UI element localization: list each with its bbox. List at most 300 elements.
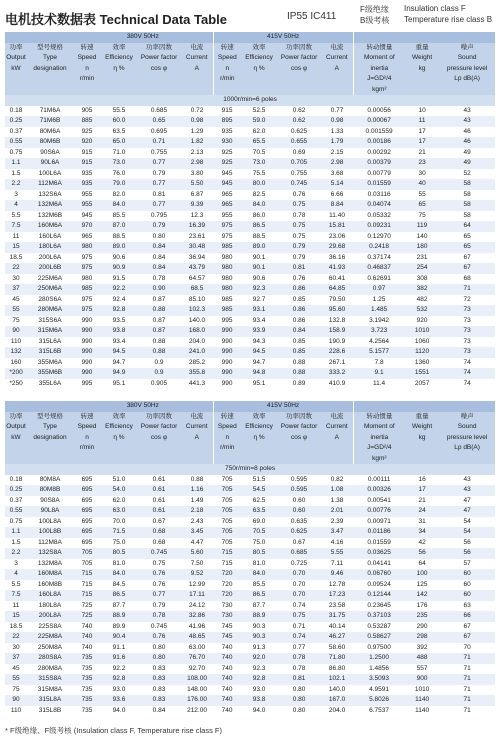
table-cell: *250 bbox=[5, 379, 27, 390]
table-cell: 49 bbox=[439, 158, 495, 169]
table-cell: 90L8A bbox=[27, 506, 73, 517]
column-header-line: 转速 bbox=[220, 43, 234, 51]
column-header-line: Efficiency bbox=[105, 54, 133, 61]
column-header-row bbox=[5, 412, 495, 465]
table-cell: 915 bbox=[73, 158, 101, 169]
table-cell: 740 bbox=[213, 653, 241, 664]
table-cell: 67 bbox=[439, 632, 495, 643]
table-cell: 148.00 bbox=[181, 685, 213, 696]
table-cell: 73 bbox=[439, 347, 495, 358]
table-cell: 0.625 bbox=[277, 527, 321, 538]
column-header-line: 功率因数 bbox=[146, 43, 172, 51]
table-cell: 0.61 bbox=[137, 496, 181, 507]
table-cell: 705 bbox=[73, 548, 101, 559]
table-cell: 71 bbox=[439, 653, 495, 664]
pole-label: 1000r/min=6 poles bbox=[5, 95, 495, 106]
table-cell: 90L6A bbox=[27, 158, 73, 169]
table-cell: 482 bbox=[405, 295, 439, 306]
table-cell: 67 bbox=[439, 622, 495, 633]
table-cell: 0.9 bbox=[137, 368, 181, 379]
table-cell: 1.49 bbox=[181, 496, 213, 507]
table-cell: 0.98 bbox=[321, 116, 353, 127]
table-cell: 0.81 bbox=[137, 190, 181, 201]
table-cell: 955 bbox=[73, 190, 101, 201]
pole-row bbox=[5, 95, 495, 106]
column-header-line: Output bbox=[6, 54, 26, 61]
table-cell: 0.71 bbox=[277, 622, 321, 633]
table-cell: 160 bbox=[5, 358, 27, 369]
column-header-line: 功率因数 bbox=[146, 412, 172, 420]
column-header-line: 型号规格 bbox=[37, 43, 63, 51]
table-cell: 355M6B bbox=[27, 368, 73, 379]
table-cell: 1140 bbox=[405, 695, 439, 706]
table-cell: 3 bbox=[5, 559, 27, 570]
table-cell: 86.80 bbox=[321, 664, 353, 675]
table-cell: 725 bbox=[73, 601, 101, 612]
table-cell: 1.38 bbox=[321, 496, 353, 507]
table-cell: 84.0 bbox=[101, 200, 137, 211]
table-cell: 94.8 bbox=[241, 368, 277, 379]
table-cell: 0.61 bbox=[137, 506, 181, 517]
table-cell: 0.04141 bbox=[353, 559, 405, 570]
table-cell: 3.68 bbox=[321, 169, 353, 180]
table-cell: 8.84 bbox=[321, 200, 353, 211]
table-cell: 30 bbox=[5, 274, 27, 285]
table-cell: 71M6B bbox=[27, 116, 73, 127]
column-header bbox=[213, 412, 241, 465]
table-cell: 56 bbox=[439, 538, 495, 549]
table-cell: 92.3 bbox=[241, 284, 277, 295]
title-bar bbox=[0, 0, 500, 32]
table-cell: 0.725 bbox=[277, 559, 321, 570]
table-cell: 71 bbox=[439, 685, 495, 696]
table-cell: 80M8B bbox=[27, 485, 73, 496]
table-cell: 1.2500 bbox=[353, 653, 405, 664]
table-cell: 4 bbox=[5, 569, 27, 580]
table-cell: 980 bbox=[213, 274, 241, 285]
column-header-line: 转速 bbox=[80, 412, 94, 420]
table-row bbox=[5, 569, 495, 580]
voltage-left-label: 380V 50Hz bbox=[73, 401, 213, 412]
table-cell: 75 bbox=[5, 316, 27, 327]
table-cell: 7.50 bbox=[181, 559, 213, 570]
table-row bbox=[5, 347, 495, 358]
column-header-line: Efficiency bbox=[105, 423, 133, 430]
table-cell: 80.5 bbox=[101, 548, 137, 559]
column-header-line: inertia bbox=[370, 433, 389, 441]
column-header-line: kW bbox=[11, 64, 21, 72]
table-cell: 86.0 bbox=[241, 211, 277, 222]
column-header-line: designation bbox=[33, 64, 67, 72]
table-cell: 715 bbox=[73, 580, 101, 591]
table-cell: 0.88 bbox=[137, 347, 181, 358]
table-cell: 0.67 bbox=[137, 517, 181, 528]
table-cell: 298 bbox=[405, 632, 439, 643]
table-cell: 730 bbox=[213, 601, 241, 612]
voltage-spacer bbox=[353, 401, 495, 412]
column-header-line: n bbox=[225, 433, 230, 441]
table-cell: 0.78 bbox=[277, 211, 321, 222]
table-cell: 17.11 bbox=[181, 590, 213, 601]
column-header-line: 功率 bbox=[9, 43, 23, 51]
table-cell: 65.0 bbox=[101, 137, 137, 148]
table-cell: 93.4 bbox=[101, 337, 137, 348]
table-cell: 43 bbox=[439, 475, 495, 486]
table-cell: 0.68 bbox=[137, 538, 181, 549]
table-cell: 925 bbox=[73, 127, 101, 138]
table-cell: 64 bbox=[439, 221, 495, 232]
table-cell: 985 bbox=[213, 242, 241, 253]
column-header bbox=[73, 43, 101, 96]
table-cell: 735 bbox=[73, 674, 101, 685]
table-cell: 65.5 bbox=[241, 137, 277, 148]
table-row bbox=[5, 221, 495, 232]
table-cell: 160L6A bbox=[27, 232, 73, 243]
table-cell: 990 bbox=[213, 337, 241, 348]
column-header-line: Weight bbox=[412, 54, 433, 61]
table-cell: 73 bbox=[439, 316, 495, 327]
table-cell: 200L6B bbox=[27, 263, 73, 274]
table-cell: 4.9591 bbox=[353, 685, 405, 696]
table-cell: 745 bbox=[213, 622, 241, 633]
table-cell: 1060 bbox=[405, 337, 439, 348]
table-cell: 0.75 bbox=[277, 200, 321, 211]
column-header-line: 电流 bbox=[190, 43, 204, 51]
table-cell: 735 bbox=[73, 706, 101, 717]
table-cell: 73.0 bbox=[241, 158, 277, 169]
table-cell: 0.00067 bbox=[353, 116, 405, 127]
table-cell: 70 bbox=[439, 643, 495, 654]
table-cell: 0.77 bbox=[137, 158, 181, 169]
table-cell: 2.98 bbox=[181, 158, 213, 169]
table-cell: 0.03116 bbox=[353, 190, 405, 201]
table-cell: 980 bbox=[213, 284, 241, 295]
table-cell: 975 bbox=[213, 232, 241, 243]
table-cell: 90S6A bbox=[27, 148, 73, 159]
table-cell: 48.65 bbox=[181, 632, 213, 643]
table-cell: 0.9 bbox=[137, 358, 181, 369]
table-cell: 91.1 bbox=[101, 643, 137, 654]
table-row bbox=[5, 232, 495, 243]
table-cell: 95.1 bbox=[241, 379, 277, 390]
table-cell: 0.80 bbox=[137, 643, 181, 654]
column-header-line: Efficiency bbox=[245, 54, 273, 61]
table-cell: 2.98 bbox=[321, 158, 353, 169]
column-header-line: 效率 bbox=[112, 412, 126, 420]
table-row bbox=[5, 643, 495, 654]
table-cell: 315S6A bbox=[27, 316, 73, 327]
table-cell: 720 bbox=[213, 590, 241, 601]
table-cell: 86.5 bbox=[101, 590, 137, 601]
table-cell: 0.60 bbox=[277, 496, 321, 507]
table-cell: 0.76 bbox=[137, 632, 181, 643]
table-cell: 0.745 bbox=[277, 179, 321, 190]
temperature-rise-en: Temperature rise class B bbox=[404, 15, 493, 24]
table-cell: 5.1577 bbox=[353, 347, 405, 358]
table-cell: 110 bbox=[5, 706, 27, 717]
column-header bbox=[353, 412, 405, 465]
table-cell: 71 bbox=[439, 664, 495, 675]
table-cell: 37 bbox=[5, 653, 27, 664]
pole-row bbox=[5, 464, 495, 475]
table-cell: 86.5 bbox=[241, 221, 277, 232]
table-cell: 9.52 bbox=[181, 569, 213, 580]
table-cell: 885 bbox=[73, 116, 101, 127]
table-cell: 0.75 bbox=[277, 221, 321, 232]
table-cell: 0.695 bbox=[137, 127, 181, 138]
table-cell: 1.08 bbox=[321, 485, 353, 496]
column-header-line: kgm² bbox=[372, 454, 387, 462]
table-cell: 720 bbox=[213, 569, 241, 580]
table-cell: 31.75 bbox=[321, 611, 353, 622]
table-cell: 254 bbox=[405, 263, 439, 274]
table-cell: 975 bbox=[73, 295, 101, 306]
table-cell: 0.78 bbox=[277, 653, 321, 664]
column-header-line: Current bbox=[325, 54, 348, 61]
table-cell: 1.5 bbox=[5, 538, 27, 549]
table-row bbox=[5, 653, 495, 664]
table-cell: 895 bbox=[213, 116, 241, 127]
table-cell: 0.12144 bbox=[353, 590, 405, 601]
column-header bbox=[27, 43, 73, 96]
table-row bbox=[5, 148, 495, 159]
table-cell: 36.94 bbox=[181, 253, 213, 264]
table-cell: 0.745 bbox=[137, 622, 181, 633]
column-header-line: 电流 bbox=[330, 412, 344, 420]
table-cell: 740 bbox=[213, 695, 241, 706]
table-cell: 17 bbox=[405, 137, 439, 148]
table-cell: 0.01186 bbox=[353, 527, 405, 538]
table-cell: 2.13 bbox=[181, 148, 213, 159]
table-cell: 92.2 bbox=[101, 284, 137, 295]
table-row bbox=[5, 179, 495, 190]
table-cell: 93.1 bbox=[241, 305, 277, 316]
table-cell: 280M6A bbox=[27, 305, 73, 316]
table-cell: 21 bbox=[405, 148, 439, 159]
table-cell: 0.76 bbox=[137, 569, 181, 580]
table-cell: 0.37 bbox=[5, 496, 27, 507]
table-cell: 71.80 bbox=[321, 653, 353, 664]
table-cell: 0.685 bbox=[137, 106, 181, 117]
table-cell: 0.55 bbox=[5, 137, 27, 148]
table-cell: 84.5 bbox=[101, 580, 137, 591]
table-cell: 43 bbox=[439, 485, 495, 496]
table-row bbox=[5, 559, 495, 570]
table-cell: 0.77 bbox=[137, 590, 181, 601]
table-cell: 180L8A bbox=[27, 601, 73, 612]
table-cell: 132 bbox=[5, 347, 27, 358]
table-cell: 740 bbox=[213, 706, 241, 717]
table-cell: 86.5 bbox=[241, 590, 277, 601]
table-cell: 55 bbox=[5, 305, 27, 316]
table-cell: 69.0 bbox=[241, 517, 277, 528]
table-cell: 0.98 bbox=[181, 116, 213, 127]
table-row bbox=[5, 379, 495, 390]
table-cell: 715 bbox=[213, 559, 241, 570]
table-cell: 91.6 bbox=[101, 653, 137, 664]
table-cell: 740 bbox=[73, 643, 101, 654]
table-cell: 47 bbox=[439, 496, 495, 507]
table-cell: 94.5 bbox=[101, 347, 137, 358]
table-cell: 94.5 bbox=[241, 347, 277, 358]
table-cell: 0.80 bbox=[277, 706, 321, 717]
table-cell: 200L6A bbox=[27, 253, 73, 264]
table-cell: 935 bbox=[213, 127, 241, 138]
table-row bbox=[5, 337, 495, 348]
table-row bbox=[5, 674, 495, 685]
table-cell: 40.14 bbox=[321, 622, 353, 633]
table-cell: 965 bbox=[73, 232, 101, 243]
column-header-line: r/min bbox=[79, 75, 95, 82]
column-header-line: η % bbox=[113, 433, 125, 441]
table-cell: 0.00056 bbox=[353, 106, 405, 117]
table-cell: 176 bbox=[405, 601, 439, 612]
column-header bbox=[321, 43, 353, 96]
table-cell: 250M6A bbox=[27, 284, 73, 295]
table-cell: 333.2 bbox=[321, 368, 353, 379]
table-cell: 75.5 bbox=[241, 169, 277, 180]
table-cell: 18.5 bbox=[5, 622, 27, 633]
table-row bbox=[5, 106, 495, 117]
column-header-row bbox=[5, 43, 495, 96]
table-cell: 7.5 bbox=[5, 590, 27, 601]
column-header-line: J=GD²/4 bbox=[367, 444, 392, 451]
table-cell: 532 bbox=[405, 305, 439, 316]
table-cell: 308 bbox=[405, 274, 439, 285]
table-cell: 142 bbox=[405, 590, 439, 601]
table-cell: 0.81 bbox=[277, 674, 321, 685]
column-header-line: 电流 bbox=[330, 43, 344, 51]
table-cell: 0.795 bbox=[137, 211, 181, 222]
column-header-line: designation bbox=[33, 433, 67, 441]
table-cell: 82.0 bbox=[101, 190, 137, 201]
column-header bbox=[27, 412, 73, 465]
column-header bbox=[277, 412, 321, 465]
table-cell: 975 bbox=[213, 221, 241, 232]
table-cell: 70.5 bbox=[241, 527, 277, 538]
table-cell: 73 bbox=[439, 326, 495, 337]
table-cell: 81.0 bbox=[101, 559, 137, 570]
column-header bbox=[213, 43, 241, 96]
column-header-line: Type bbox=[42, 423, 58, 430]
table-cell: 0.00779 bbox=[353, 169, 405, 180]
table-cell: 43 bbox=[439, 116, 495, 127]
table-cell: 0.755 bbox=[277, 169, 321, 180]
column-header-line: η % bbox=[113, 64, 125, 72]
table-cell: *200 bbox=[5, 368, 27, 379]
table-cell: 0.61 bbox=[137, 475, 181, 486]
column-header-line: A bbox=[194, 433, 199, 441]
table-row bbox=[5, 116, 495, 127]
table-cell: 990 bbox=[73, 368, 101, 379]
table-cell: 905 bbox=[73, 106, 101, 117]
table-cell: 0.85 bbox=[277, 347, 321, 358]
table-cell: 71 bbox=[439, 674, 495, 685]
table-cell: 995 bbox=[73, 379, 101, 390]
column-header bbox=[101, 412, 137, 465]
table-cell: 980 bbox=[213, 253, 241, 264]
table-cell: 0.84 bbox=[137, 253, 181, 264]
table-cell: 225S8A bbox=[27, 622, 73, 633]
table-cell: 705 bbox=[213, 475, 241, 486]
table-cell: 392 bbox=[405, 643, 439, 654]
table-cell: 60.41 bbox=[321, 274, 353, 285]
table-cell: 95.1 bbox=[101, 379, 137, 390]
column-header bbox=[405, 43, 439, 96]
column-header-line: Sound bbox=[457, 54, 477, 61]
table-cell: 93.9 bbox=[241, 326, 277, 337]
table-cell: 2.2 bbox=[5, 179, 27, 190]
table-cell: 0.78 bbox=[137, 274, 181, 285]
column-header bbox=[73, 412, 101, 465]
table-cell: 63.0 bbox=[101, 506, 137, 517]
table-cell: 2.18 bbox=[181, 506, 213, 517]
table-cell: 980 bbox=[213, 263, 241, 274]
table-cell: 0.655 bbox=[277, 137, 321, 148]
table-cell: 715 bbox=[213, 548, 241, 559]
table-cell: 52 bbox=[439, 169, 495, 180]
table-cell: 0.37103 bbox=[353, 611, 405, 622]
table-cell: 85.5 bbox=[101, 211, 137, 222]
table-cell: 158.9 bbox=[321, 326, 353, 337]
table-cell: 90S8A bbox=[27, 496, 73, 507]
column-header bbox=[439, 412, 495, 465]
table-cell: 0.88 bbox=[137, 305, 181, 316]
table-cell: 280M8A bbox=[27, 664, 73, 675]
table-cell: 100L8A bbox=[27, 517, 73, 528]
table-cell: 92.8 bbox=[101, 674, 137, 685]
table-cell: 63 bbox=[439, 601, 495, 612]
column-header-line: 电流 bbox=[190, 412, 204, 420]
column-header bbox=[5, 412, 27, 465]
table-cell: 42 bbox=[405, 538, 439, 549]
column-header-line: Power factor bbox=[140, 423, 178, 430]
column-header-line: 转速 bbox=[220, 412, 234, 420]
table-cell: 88.5 bbox=[101, 232, 137, 243]
table-cell: 0.80 bbox=[277, 685, 321, 696]
table-cell: 990 bbox=[73, 358, 101, 369]
table-cell: 92.7 bbox=[241, 295, 277, 306]
table-cell: 945 bbox=[213, 179, 241, 190]
table-cell: 740 bbox=[73, 632, 101, 643]
table-cell: 84.0 bbox=[241, 569, 277, 580]
table-cell: 2.15 bbox=[321, 148, 353, 159]
column-header-line: cos φ bbox=[150, 64, 168, 72]
table-row bbox=[5, 274, 495, 285]
table-cell: 0.90 bbox=[137, 284, 181, 295]
table-cell: 7.8 bbox=[353, 358, 405, 369]
table-cell: 0.905 bbox=[137, 379, 181, 390]
table-cell: 985 bbox=[213, 295, 241, 306]
voltage-header-row bbox=[5, 401, 495, 412]
table-cell: 441.3 bbox=[181, 379, 213, 390]
table-cell: 102.3 bbox=[181, 305, 213, 316]
table-row bbox=[5, 496, 495, 507]
table-cell: 140.0 bbox=[181, 316, 213, 327]
table-cell: 1.33 bbox=[321, 127, 353, 138]
table-cell: 231 bbox=[405, 253, 439, 264]
table-cell: 71.0 bbox=[101, 148, 137, 159]
table-cell: 45 bbox=[5, 664, 27, 675]
table-cell: 46 bbox=[439, 127, 495, 138]
table-cell: 955 bbox=[213, 211, 241, 222]
table-cell: 715 bbox=[73, 590, 101, 601]
table-cell: 0.23645 bbox=[353, 601, 405, 612]
table-cell: 735 bbox=[73, 685, 101, 696]
table-cell: 90.1 bbox=[241, 263, 277, 274]
table-cell: 965 bbox=[213, 200, 241, 211]
table-cell: 43 bbox=[439, 106, 495, 117]
